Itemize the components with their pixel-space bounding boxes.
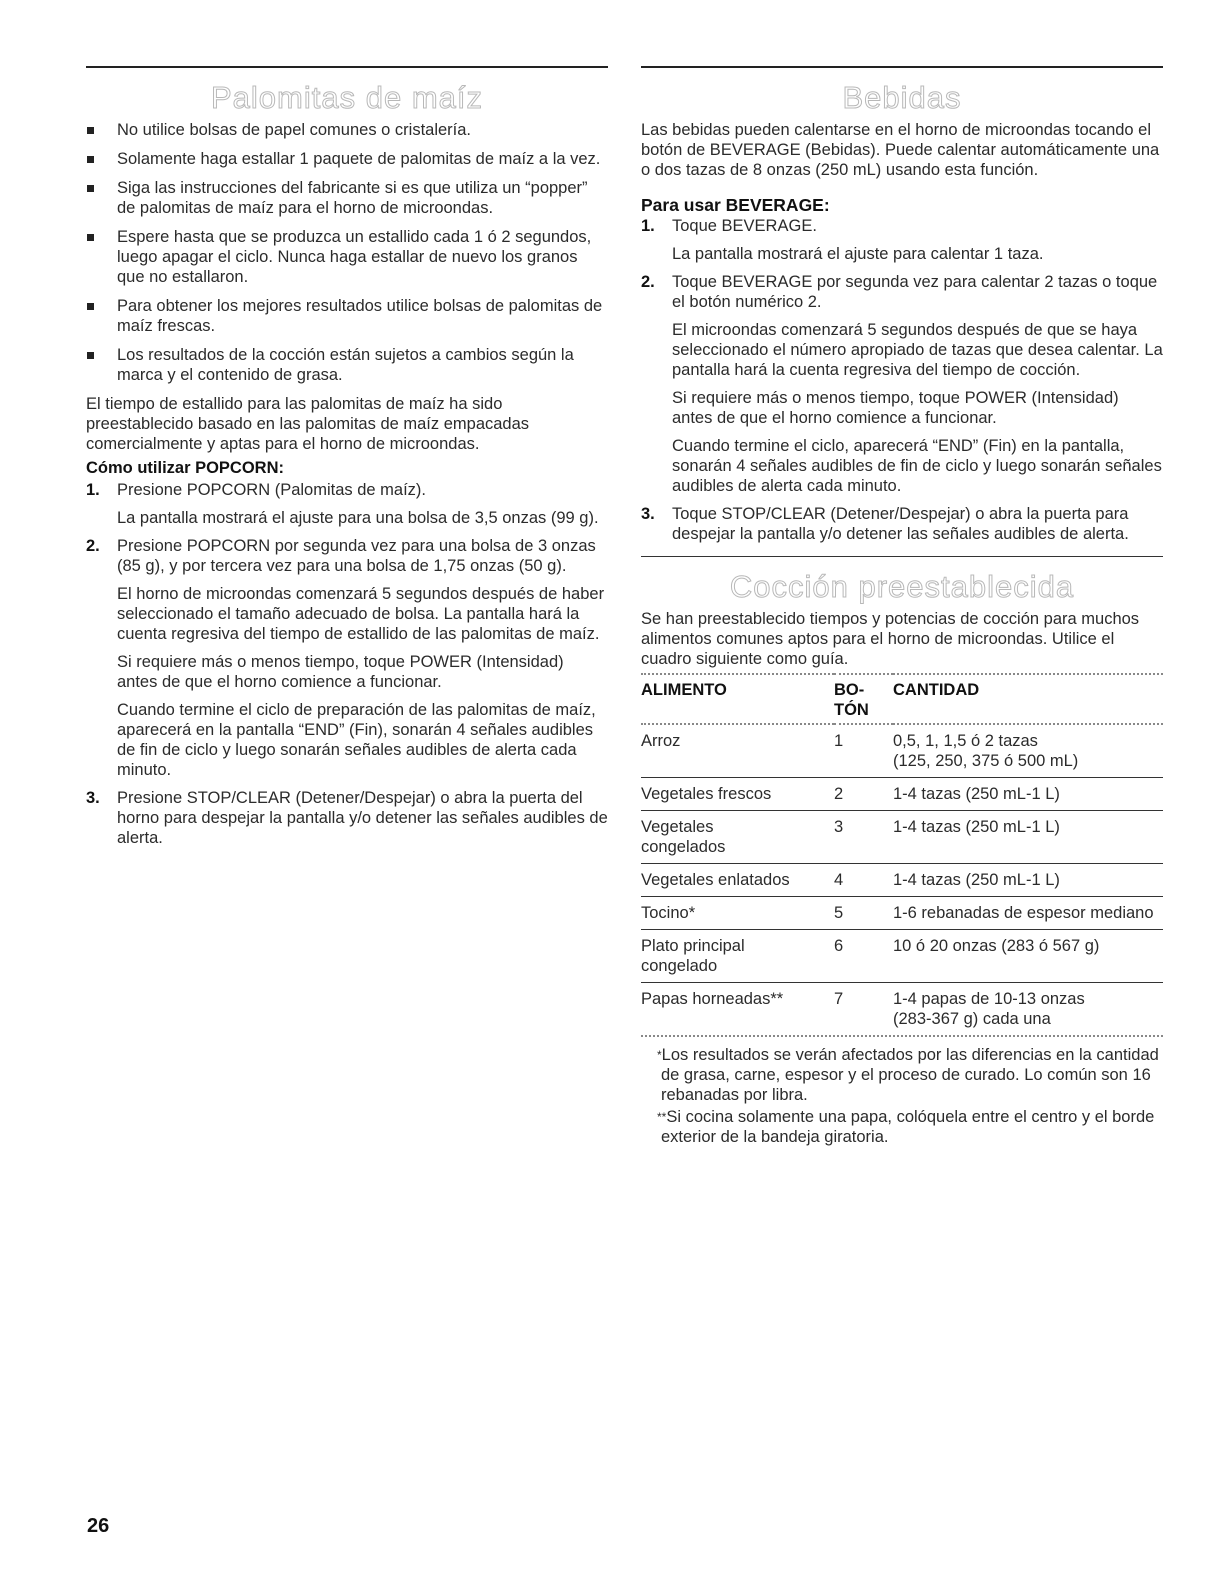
list-item [86, 227, 608, 287]
step-text: La pantalla mostrará el ajuste para una bolsa de 3,5 onzas (99 g). [117, 509, 599, 527]
step-item [86, 788, 608, 848]
cell-button: 1 [834, 724, 893, 778]
table-header-row [641, 674, 1163, 724]
right-column [641, 66, 1163, 1147]
beverages-title: Bebidas [842, 80, 962, 115]
step-item [641, 216, 1163, 264]
cell-food: Vegetales frescos [641, 778, 834, 811]
step-number: 3. [641, 505, 655, 523]
bullet-square-icon [87, 303, 94, 310]
step-number: 3. [86, 789, 100, 807]
cell-button: 3 [834, 811, 893, 864]
step-text: Toque BEVERAGE por segunda vez para calentar 2 tazas o toque el botón numérico 2. [672, 273, 1158, 311]
popcorn-section [86, 66, 608, 856]
preset-table [641, 673, 1163, 1035]
footnote-text: Si cocina solamente una papa, colóquela entre el centro y el borde exterior de la bandeja giratoria. [661, 1108, 1155, 1146]
step-item [641, 272, 1163, 496]
step-item [86, 536, 608, 780]
table-row [641, 897, 1163, 930]
cell-quantity: 1-4 tazas (250 mL-1 L) [893, 778, 1163, 811]
step-text: Presione STOP/CLEAR (Detener/Despejar) o abra la puerta del horno para despejar la pantalla y/o detener las señales audibles de alerta. [117, 789, 608, 847]
cell-food: Vegetales enlatados [641, 864, 834, 897]
table-row [641, 778, 1163, 811]
bullet-square-icon [87, 156, 94, 163]
step-item [86, 480, 608, 528]
list-item [86, 149, 608, 169]
table-row [641, 724, 1163, 778]
preset-intro: Se han preestablecido tiempos y potencias de cocción para muchos alimentos comunes aptos para el horno de microondas. Utilice el cuadro siguiente como guía. [641, 610, 1140, 668]
section-rule [641, 556, 1163, 557]
step-text: Si requiere más o menos tiempo, toque POWER (Intensidad) antes de que el horno comience a funcionar. [672, 389, 1119, 427]
cell-button: 5 [834, 897, 893, 930]
table-row [641, 811, 1163, 864]
preset-title: Cocción preestablecida [729, 569, 1075, 604]
bullet-text: No utilice bolsas de papel comunes o cristalería. [117, 121, 472, 139]
step-text: Cuando termine el ciclo, aparecerá “END” (Fin) en la pantalla, sonarán 4 señales audibles de fin de ciclo y luego sonarán señales audibles de alerta cada minuto. [672, 437, 1162, 495]
table-row [641, 864, 1163, 897]
cell-button: 6 [834, 930, 893, 983]
popcorn-bullet-list [86, 120, 608, 385]
list-item [86, 345, 608, 385]
footnote [641, 1107, 1163, 1147]
bullet-square-icon [87, 234, 94, 241]
step-text: El horno de microondas comenzará 5 segundos después de haber seleccionado el tamaño adecuado de bolsa. La pantalla hará la cuenta regresiva del tiempo de estallido de las palomitas de maíz. [117, 585, 605, 643]
column-header-quantity: CANTIDAD [893, 681, 980, 699]
cell-button: 2 [834, 778, 893, 811]
cell-food: Arroz [641, 724, 834, 778]
beverages-intro: Las bebidas pueden calentarse en el horno de microondas tocando el botón de BEVERAGE (Bebidas). Puede calentar automáticamente una o dos tazas de 8 onzas (250 mL) usando esta función. [641, 121, 1160, 179]
step-text: El microondas comenzará 5 segundos después de que se haya seleccionado el número apropiado de tazas que desea calentar. La pantalla hará la cuenta regresiva del tiempo de cocción. [672, 321, 1163, 379]
bullet-text: Siga las instrucciones del fabricante si es que utiliza un “popper” de palomitas de maíz para el horno de microondas. [117, 179, 588, 217]
step-number: 1. [641, 217, 655, 235]
cell-quantity: 1-6 rebanadas de espesor mediano [893, 897, 1163, 930]
beverages-steps [641, 216, 1163, 544]
cell-quantity: 1-4 papas de 10-13 onzas (283-367 g) cada una [893, 983, 1163, 1036]
step-item [641, 504, 1163, 544]
table-row [641, 983, 1163, 1036]
table-bottom-rule [641, 1035, 1163, 1037]
cell-button: 7 [834, 983, 893, 1036]
step-text: Presione POPCORN por segunda vez para una bolsa de 3 onzas (85 g), y por tercera vez para una bolsa de 1,75 onzas (50 g). [117, 537, 596, 575]
list-item [86, 296, 608, 336]
popcorn-title: Palomitas de maíz [211, 80, 483, 115]
cell-food: Vegetales congelados [641, 811, 834, 864]
step-text: La pantalla mostrará el ajuste para calentar 1 taza. [672, 245, 1044, 263]
step-text: Si requiere más o menos tiempo, toque POWER (Intensidad) antes de que el horno comience a funcionar. [117, 653, 564, 691]
popcorn-howto-heading: Cómo utilizar POPCORN: [86, 459, 285, 477]
bullet-text: Solamente haga estallar 1 paquete de palomitas de maíz a la vez. [117, 150, 601, 168]
popcorn-steps [86, 480, 608, 848]
page-number: 26 [87, 1515, 110, 1537]
column-header-food: ALIMENTO [641, 681, 727, 699]
step-number: 2. [641, 273, 655, 291]
column-header-button: BO- TÓN [834, 681, 869, 719]
bullet-square-icon [87, 185, 94, 192]
step-number: 2. [86, 537, 100, 555]
cell-quantity: 1-4 tazas (250 mL-1 L) [893, 811, 1163, 864]
bullet-text: Los resultados de la cocción están sujetos a cambios según la marca y el contenido de grasa. [117, 346, 574, 384]
cell-quantity: 10 ó 20 onzas (283 ó 567 g) [893, 930, 1163, 983]
footnote [641, 1045, 1163, 1105]
beverages-howto-heading: Para usar BEVERAGE: [641, 195, 830, 215]
list-item [86, 178, 608, 218]
step-number: 1. [86, 481, 100, 499]
step-text: Presione POPCORN (Palomitas de maíz). [117, 481, 427, 499]
footnote-mark: ** [657, 1110, 667, 1124]
step-text: Cuando termine el ciclo de preparación de las palomitas de maíz, aparecerá en la pantalla “END” (Fin), sonarán 4 señales audibles de fin de ciclo y luego sonarán señales audibles de alerta cada minuto. [117, 701, 596, 779]
section-rule [641, 66, 1163, 68]
footnote-text: Los resultados se verán afectados por las diferencias en la cantidad de grasa, carne, espesor y el proceso de curado. Lo común son 16 rebanadas por libra. [661, 1046, 1159, 1104]
cell-food: Papas horneadas** [641, 983, 834, 1036]
cell-quantity: 1-4 tazas (250 mL-1 L) [893, 864, 1163, 897]
table-row [641, 930, 1163, 983]
cell-button: 4 [834, 864, 893, 897]
bullet-square-icon [87, 127, 94, 134]
cell-food: Plato principal congelado [641, 930, 834, 983]
bullet-text: Espere hasta que se produzca un estallido cada 1 ó 2 segundos, luego apagar el ciclo. Nunca haga estallar de nuevo los granos que no estallaron. [117, 228, 592, 286]
bullet-square-icon [87, 352, 94, 359]
step-text: Toque STOP/CLEAR (Detener/Despejar) o abra la puerta para despejar la pantalla y/o detener las señales audibles de alerta. [672, 505, 1129, 543]
popcorn-intro: El tiempo de estallido para las palomitas de maíz ha sido preestablecido basado en las palomitas de maíz empacadas comercialmente y aptas para el horno de microondas. [86, 395, 530, 453]
step-text: Toque BEVERAGE. [672, 217, 817, 235]
bullet-text: Para obtener los mejores resultados utilice bolsas de palomitas de maíz frescas. [117, 297, 603, 335]
table-footnotes [641, 1045, 1163, 1147]
footnote-mark: * [657, 1048, 662, 1062]
list-item [86, 120, 608, 140]
cell-food: Tocino* [641, 897, 834, 930]
section-rule [86, 66, 608, 68]
cell-quantity: 0,5, 1, 1,5 ó 2 tazas (125, 250, 375 ó 500 mL) [893, 724, 1163, 778]
